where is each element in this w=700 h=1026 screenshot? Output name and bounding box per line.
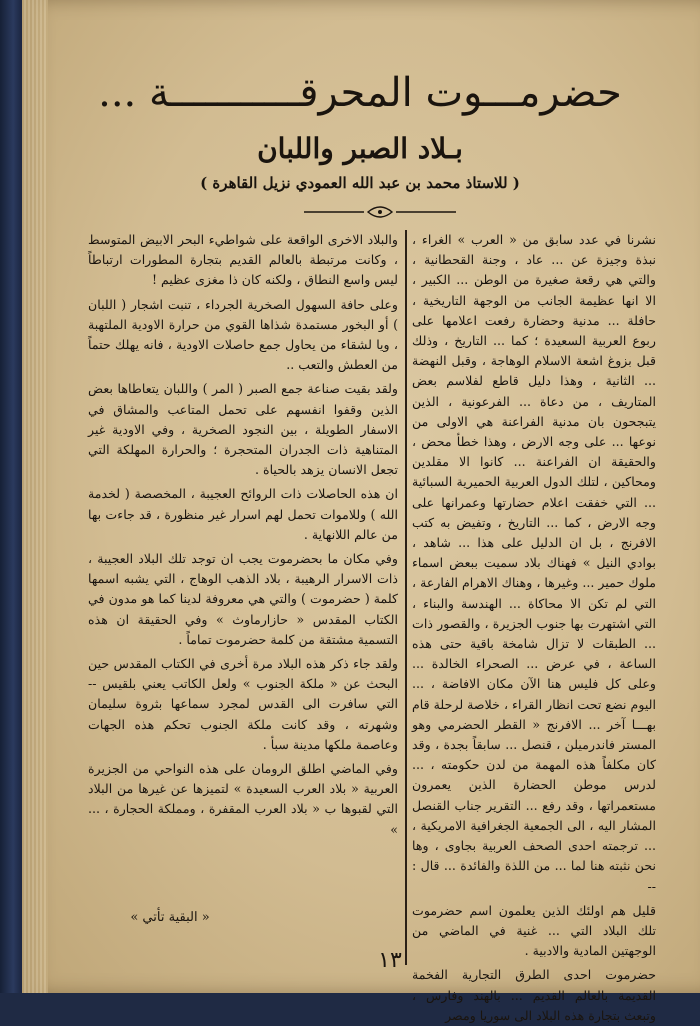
paragraph: والبلاد الاخرى الواقعة على شواطيء البحر الابيض المتوسط ، وكانت مرتبطة بالعالم القديم بتجارة المطورات ارتباطاً ليس واسع النطاق ، ولكنه كان ذا مغزى عظيم !	[88, 232, 398, 288]
page-number: ١٣	[378, 948, 402, 973]
ornament-divider	[300, 204, 460, 220]
article-subtitle: بـلاد الصبر واللبان	[257, 132, 463, 165]
column-left	[88, 230, 398, 930]
paragraph: وعلى حافة السهول الصخرية الجرداء ، تنبت اشجار ( اللبان ) أو البخور مستمدة شذاها القوي من حرارة الاودية الملتهبة ، ويا لشقاء من يحاول جمع حاصلات الاودية ، فانه يهلك حتماً من العطش والتعب ..	[88, 296, 398, 373]
column-right	[412, 230, 656, 1023]
continued-note: « البقية تأتي »	[130, 910, 210, 925]
paragraph: وفي الماضي اطلق الرومان على هذه النواحي من الجزيرة العربية « بلاد العرب السعيدة » لتميزها عن غيرها من البلاد التي لقبوها ب « بلاد العرب المقفرة ، ومملكة الحجارة ، ... »	[88, 761, 398, 837]
paragraph: ان هذه الحاصلات ذات الروائح العجيبة ، المخصصة ( لخدمة الله ) وللاموات تحمل لهم اسرار غير منظورة ، قد جاءت بها من عالم اللانهاية .	[88, 486, 398, 542]
paragraph: ولقد بقيت صناعة جمع الصبر ( المر ) واللبان يتعاطاها بعض الذين وقفوا انفسهم على تحمل المتاعب والمشاق في الاسفار الطويلة ، بين النجود الصخرية ، وفي الاودية غير المتناهية ذات الجدران المتحجرة ؛ والحرارة المهلكة التي تجعل الانسان يزهد بالحياة .	[88, 381, 398, 478]
column-rule	[405, 230, 407, 965]
article-author: ( للاستاذ محمد بن عبد الله العمودي نزيل القاهرة )	[200, 174, 520, 192]
page-edge	[22, 0, 48, 993]
paragraph: نشرنا في عدد سابق من « العرب » الغراء ، نبذة وجيزة عن ... عاد ، وجنة القحطانية ، والتي هي رقعة صغيرة من الوطن ... الكبير ، الا انها عظيمة الجانب من الوجهة التاريخية ، حافلة ... مدنية وحضارة رفعت اعلامها على ربوع العربية السعيدة ؛ كما ... التاريخ ، وذلك قبل بزوغ اشعة الاسلام الوهاجة ، وقبل النهضة ... الثانية ، وهذا دليل قاطع لفلاسم بعض المتاريف ، من دعاة ... الفرعونية ، الذين يتبجحون بان مدنية الفراعنة هي الاولى من نوعها ... على وجه الارض ، وهذا خطأ محض ، والحقيقة ان الفراعنة ... كانوا الا مقلدين ومحاكين ، لتلك الدول العربية الحميرية السبائية ... التي خفقت اعلام حضارتها وعمرانها على وجه الارض ، كما ... التاريخ ، وتفيض به كتب الافرنج ، بل ان الدليل على هذا ... شاهد ، بوادي النيل » فهناك بلاد سميت ببعض اسماء ملوك حمير ... وغيرها ، وهناك الاهرام الفارعة ، التي لم تكن الا محاكاة ... الهندسة والبناء ، التي اشتهرت بها جنوب الجزيرة ، والقصور ذات ... الطبقات لا تزال شامخة باقية حتى هذه الساعة ، في عرض ... الصحراء الخالدة ... وعلى كل فليس هنا الآن مكان الافاضة ، ... اليوم نضع تحت انظار القراء ، خلاصة لرحلة قام بهـــا آخر ... الافرنج « القطر الحضرمي وهو المستر فاندرميلن ، قنصل ... سابقاً بجدة ، وقد كان مكلفاً هذه المهمة من لدن حكومته ، ... لدرس موطن الحضارة الذين يعمرون مستعمراتها ، وقد رفع ... التقرير جناب القنصل المشار اليه ، الى الجمعية الجغرافية الامريكية ، ... ترجمته احدى الصحف العربية بجاوى ، وها نحن نثبته هنا لما ... من اللذة والفائدة ... قال : --	[412, 232, 656, 894]
paragraph: وفي مكان ما بحضرموت يجب ان توجد تلك البلاد العجيبة ، ذات الاسرار الرهيبة ، بلاد الذهب الوهاج ، التي يشبه اسمها كلمة ( حضرموت ) والتي هي معروفة لدينا كما هو مدون في الكتاب المقدس « حازارماوث » وفي الحقيقة ان هذه التسمية مشتقة من كلمة حضرموت تماماً .	[88, 551, 398, 647]
book-binding	[0, 0, 22, 993]
paragraph: ولقد جاء ذكر هذه البلاد مرة أخرى في الكتاب المقدس حين البحث عن « ملكة الجنوب » ولعل الكاتب يعني بلقيس -- التي سافرت الى القدس لمجرد سماعها بثروة سليمان وشهرته ، وقد كانت ملكة الجنوب تحكم هذه الجهات وعاصمة ملكها مدينة سبأ .	[88, 656, 398, 752]
paragraph: حضرموت احدى الطرق التجارية الفخمة القديمة بالعالم القديم ... بالهند وفارس ، وتبعث بتجارة هذه البلاد الى سوريا ومصر	[412, 967, 656, 1023]
article-title: حضرمـــوت المحرقـــــــــــة ...	[98, 70, 622, 116]
paragraph: قليل هم اولئك الذين يعلمون اسم حضرموت تلك البلاد التي ... غنية في الماضي من الوجهتين المادية والادبية .	[412, 902, 656, 959]
